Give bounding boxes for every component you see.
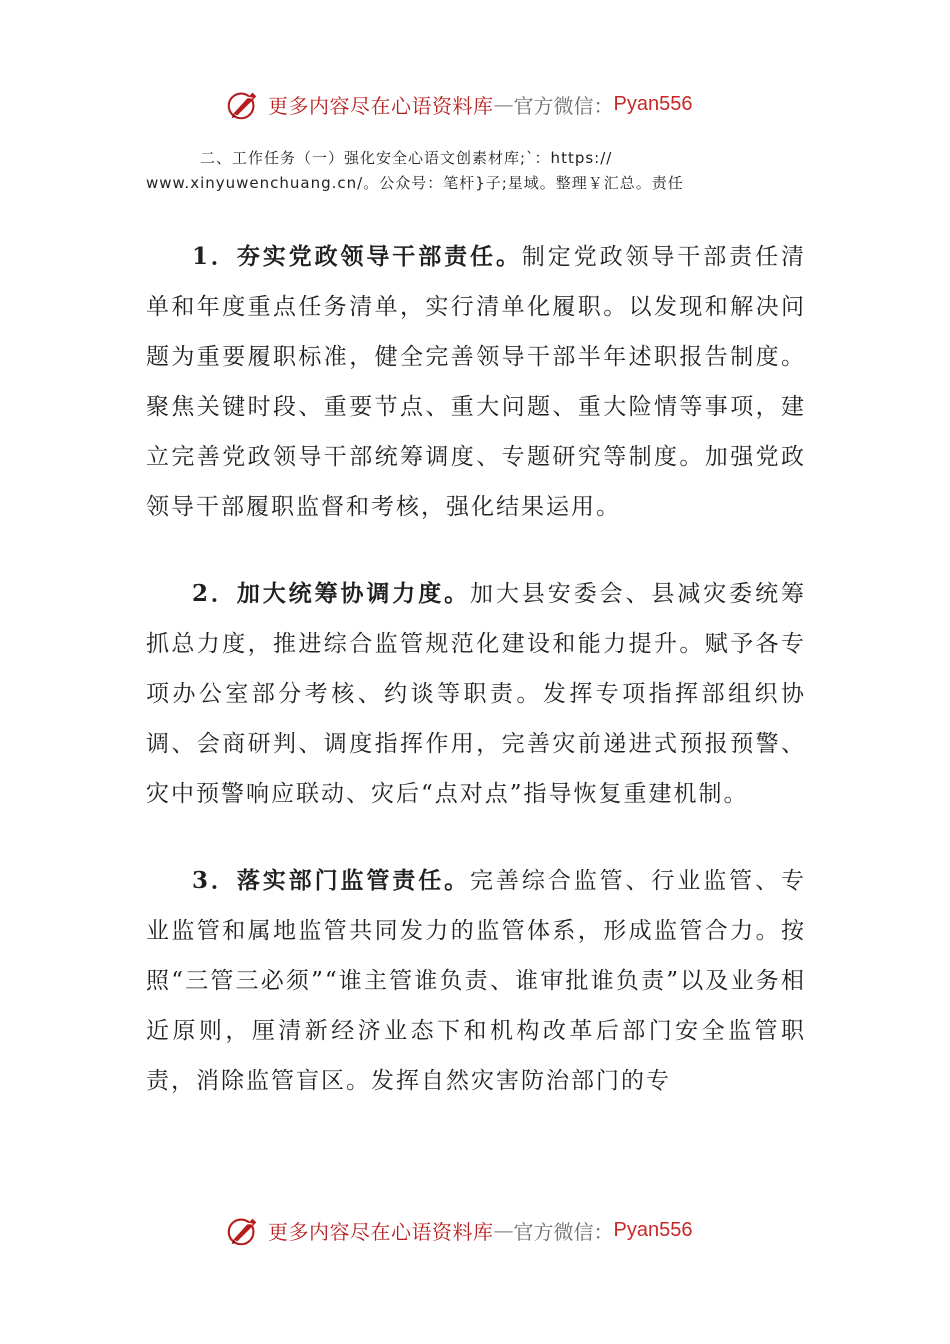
banner-wechat-label: 官方微信： bbox=[513, 93, 614, 118]
header-banner bbox=[0, 84, 950, 124]
paragraph-3-number: 3． bbox=[192, 867, 237, 894]
source-note bbox=[146, 146, 806, 196]
footer-banner bbox=[0, 1210, 950, 1250]
pen-logo-icon bbox=[224, 85, 262, 123]
banner-slogan: 更多内容尽在心语资料库 bbox=[268, 93, 494, 118]
paragraph-1-body: 制定党政领导干部责任清单和年度重点任务清单，实行清单化履职。以发现和解决问题为重要履职标准，健全完善领导干部半年述职报告制度。聚焦关键时段、重要节点、重大问题、重大险情等事项，建立完善党政领导干部统筹调度、专题研究等制度。加强党政领导干部履职监督和考核，强化结果运用。 bbox=[146, 244, 806, 520]
paragraph-2 bbox=[146, 569, 806, 819]
paragraph-2-body: 加大县安委会、县减灾委统筹抓总力度，推进综合监管规范化建设和能力提升。赋予各专项办公室部分考核、约谈等职责。发挥专项指挥部组织协调、会商研判、调度指挥作用，完善灾前递进式预报预警、灾中预警响应联动、灾后“点对点”指导恢复重建机制。 bbox=[146, 581, 806, 807]
paragraph-1 bbox=[146, 232, 806, 532]
banner-slogan: 更多内容尽在心语资料库 bbox=[268, 1219, 494, 1244]
banner-dash: — bbox=[493, 1218, 514, 1242]
banner-dash: — bbox=[493, 92, 514, 116]
banner-wechat-id: Pyan556 bbox=[613, 92, 693, 115]
paragraph-3-body: 完善综合监管、行业监管、专业监管和属地监管共同发力的监管体系，形成监管合力。按照“三管三必须”“谁主管谁负责、谁审批谁负责”以及业务相近原则，厘清新经济业态下和机构改革后部门安全监管职责，消除监管盲区。发挥自然灾害防治部门的专 bbox=[146, 868, 806, 1094]
source-line-2: www.xinyuwenchuang.cn/。公众号：笔杆}子;星域。整理￥汇总。责任 bbox=[146, 174, 684, 192]
banner-wechat-label: 官方微信： bbox=[513, 1219, 614, 1244]
document-body bbox=[146, 232, 806, 1143]
banner-wechat-id: Pyan556 bbox=[613, 1218, 693, 1241]
paragraph-3 bbox=[146, 856, 806, 1106]
paragraph-3-heading: 落实部门监管责任。 bbox=[236, 867, 471, 894]
pen-logo-icon bbox=[224, 1211, 262, 1249]
paragraph-2-heading: 加大统筹协调力度。 bbox=[236, 580, 471, 607]
source-line-1: 二、工作任务（一）强化安全心语文创素材库;`：https:// bbox=[200, 149, 613, 167]
paragraph-1-heading: 夯实党政领导干部责任。 bbox=[236, 243, 522, 270]
paragraph-1-number: 1． bbox=[192, 243, 237, 270]
paragraph-2-number: 2． bbox=[192, 580, 237, 607]
